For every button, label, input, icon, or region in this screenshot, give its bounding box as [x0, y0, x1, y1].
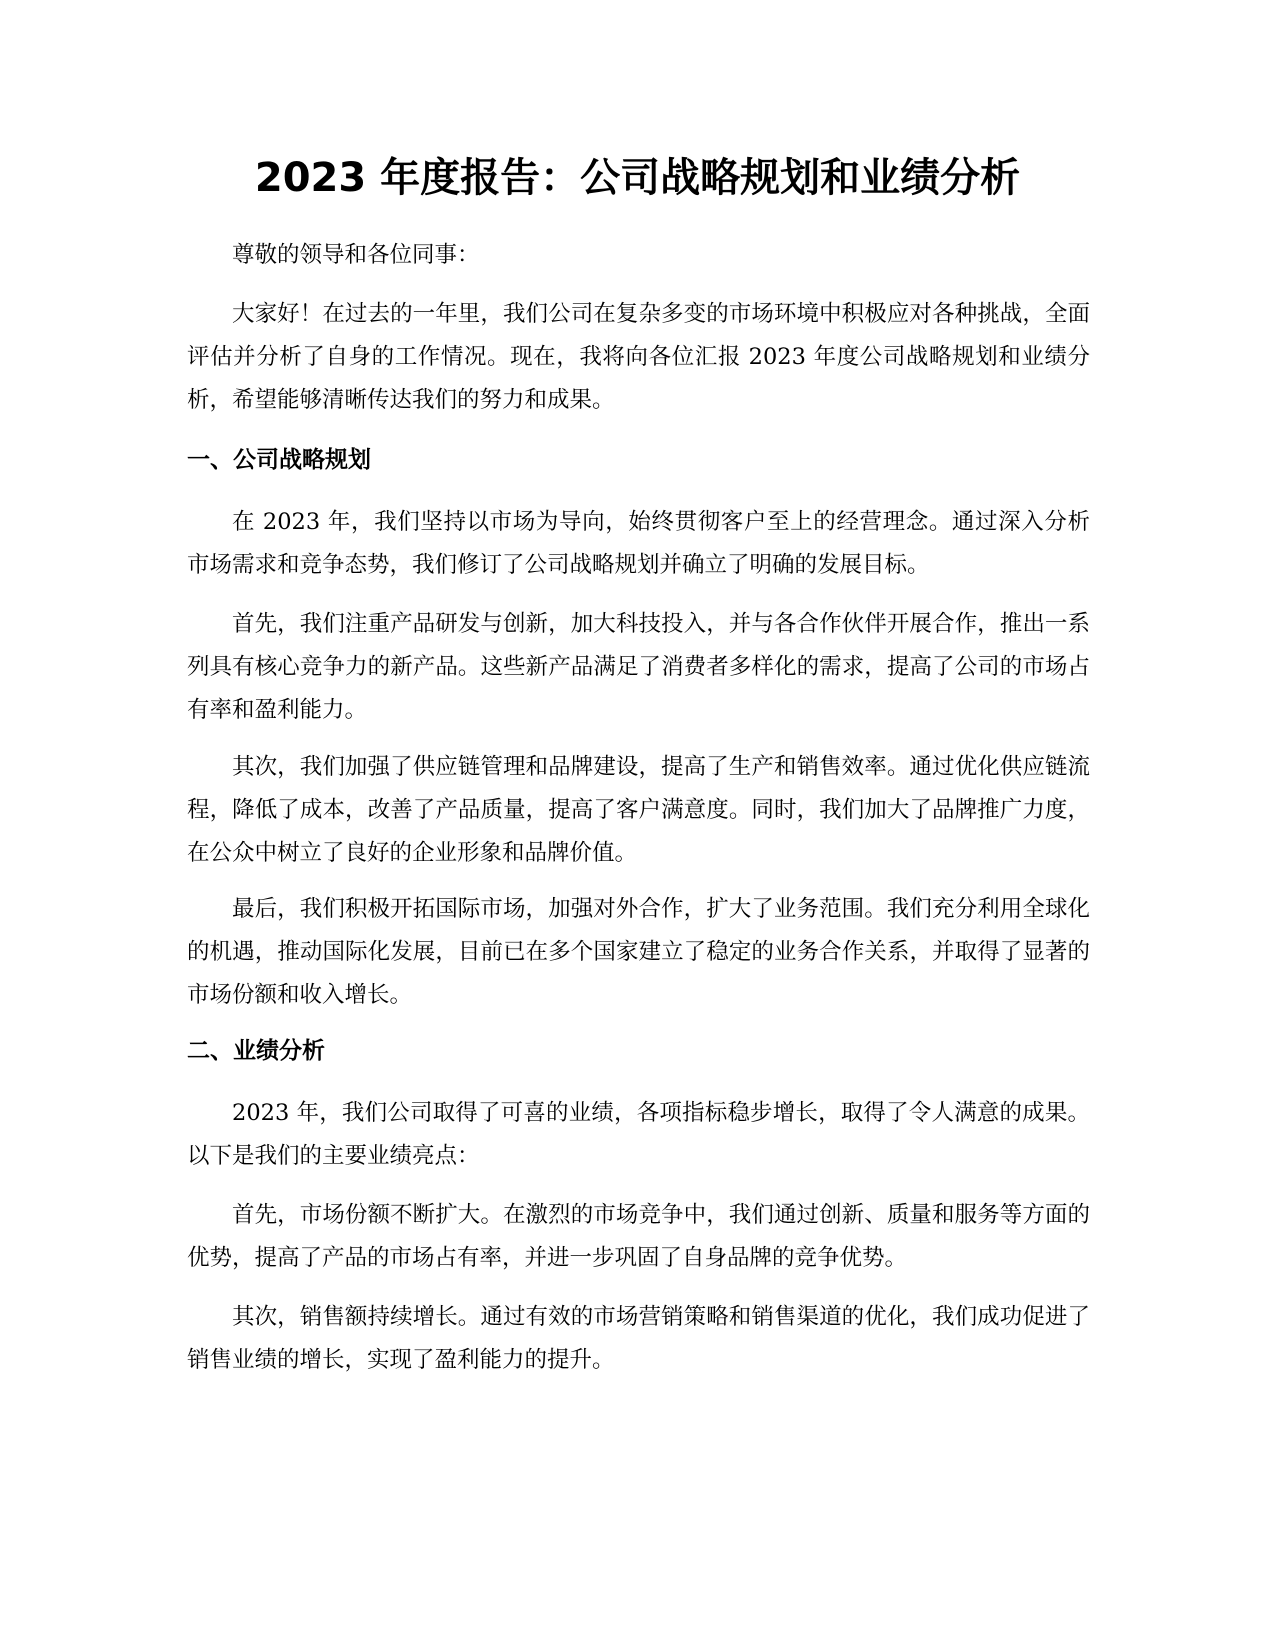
section-2-paragraph: 2023 年，我们公司取得了可喜的业绩，各项指标稳步增长，取得了令人满意的成果。以下是我们的主要业绩亮点：	[187, 1100, 1090, 1169]
section-1-paragraph: 在 2023 年，我们坚持以市场为导向，始终贯彻客户至上的经营理念。通过深入分析市场需求和竞争态势，我们修订了公司战略规划并确立了明确的发展目标。	[187, 509, 1090, 578]
section-2-paragraph: 首先，市场份额不断扩大。在激烈的市场竞争中，我们通过创新、质量和服务等方面的优势，提高了产品的市场占有率，并进一步巩固了自身品牌的竞争优势。	[187, 1202, 1090, 1271]
intro-paragraph: 大家好！在过去的一年里，我们公司在复杂多变的市场环境中积极应对各种挑战，全面评估并分析了自身的工作情况。现在，我将向各位汇报 2023 年度公司战略规划和业绩分析，希望能够清晰传达我们的努力和成果。	[187, 301, 1090, 413]
section-2-paragraph: 其次，销售额持续增长。通过有效的市场营销策略和销售渠道的优化，我们成功促进了销售业绩的增长，实现了盈利能力的提升。	[187, 1304, 1090, 1373]
greeting-paragraph: 尊敬的领导和各位同事：	[232, 242, 480, 268]
section-1-paragraph: 其次，我们加强了供应链管理和品牌建设，提高了生产和销售效率。通过优化供应链流程，降低了成本，改善了产品质量，提高了客户满意度。同时，我们加大了品牌推广力度，在公众中树立了良好的企业形象和品牌价值。	[187, 754, 1090, 866]
section-1-paragraph: 最后，我们积极开拓国际市场，加强对外合作，扩大了业务范围。我们充分利用全球化的机遇，推动国际化发展，目前已在多个国家建立了稳定的业务合作关系，并取得了显著的市场份额和收入增长。	[187, 896, 1090, 1008]
section-2-heading: 二、业绩分析	[187, 1038, 325, 1064]
document-title: 2023 年度报告：公司战略规划和业绩分析	[254, 155, 1021, 201]
section-1-heading: 一、公司战略规划	[187, 447, 371, 473]
section-1-paragraph: 首先，我们注重产品研发与创新，加大科技投入，并与各合作伙伴开展合作，推出一系列具有核心竞争力的新产品。这些新产品满足了消费者多样化的需求，提高了公司的市场占有率和盈利能力。	[187, 611, 1090, 723]
